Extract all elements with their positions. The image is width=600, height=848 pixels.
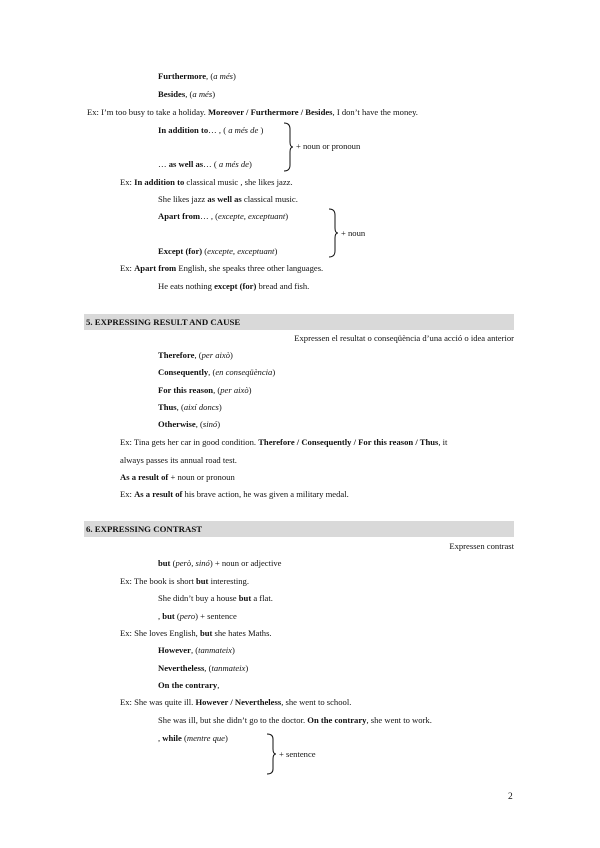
example-therefore-cont: always passes its annual road test. (120, 455, 237, 465)
term-except-for: Except (for) (excepte, exceptuant) (158, 246, 278, 256)
example-apart-from: Ex: Apart from English, she speaks three other languages. (120, 263, 324, 273)
term-furthermore: Furthermore, (a més) (158, 71, 236, 81)
example-therefore: Ex: Tina gets her car in good condition. Therefore / Consequently / For this reason / Thus, it (120, 437, 448, 447)
term-but-sentence: , but (pero) + sentence (158, 611, 237, 621)
example-as-well-as: She likes jazz as well as classical music. (158, 194, 298, 204)
example-on-the-contrary: She was ill, but she didn’t go to the doctor. On the contrary, she went to work. (158, 715, 432, 725)
term-consequently: Consequently, (en conseqüència) (158, 367, 276, 377)
section-heading-result-cause: 5. EXPRESSING RESULT AND CAUSE (84, 314, 514, 330)
term-in-addition-to: In addition to… , ( a més de ) (158, 125, 264, 135)
term-while: , while (mentre que) (158, 733, 228, 743)
example-but-2: She didn’t buy a house but a flat. (158, 593, 273, 603)
curly-brace-icon (265, 733, 277, 775)
example-except-for: He eats nothing except (for) bread and fish. (158, 281, 310, 291)
curly-brace-icon (327, 208, 339, 258)
term-as-well-as: … as well as… ( a més de) (158, 159, 252, 169)
label-plus-noun: + noun (341, 228, 366, 238)
term-besides: Besides, (a més) (158, 89, 216, 99)
page-number: 2 (508, 792, 513, 802)
term-thus: Thus, (així doncs) (158, 402, 222, 412)
term-for-this-reason: For this reason, (per això) (158, 385, 252, 395)
label-noun-or-pronoun: + noun or pronoun (296, 141, 361, 151)
example-moreover: Ex: I’m too busy to take a holiday. Moreover / Furthermore / Besides, I don’t have the money. (87, 107, 418, 117)
section-subtitle-result-cause: Expressen el resultat o conseqüència d’una acció o idea anterior (294, 333, 514, 343)
term-as-a-result-of: As a result of + noun or pronoun (120, 472, 235, 482)
example-in-addition: Ex: In addition to classical music , she likes jazz. (120, 177, 293, 187)
example-but-1: Ex: The book is short but interesting. (120, 576, 249, 586)
example-but-3: Ex: She loves English, but she hates Maths. (120, 628, 272, 638)
section-heading-contrast: 6. EXPRESSING CONTRAST (84, 521, 514, 537)
term-however: However, (tanmateix) (158, 645, 235, 655)
term-but-noun: but (però, sinó) + noun or adjective (158, 558, 282, 568)
term-therefore: Therefore, (per això) (158, 350, 233, 360)
term-nevertheless: Nevertheless, (tanmateix) (158, 663, 249, 673)
term-otherwise: Otherwise, (sinó) (158, 419, 221, 429)
example-as-a-result-of: Ex: As a result of his brave action, he was given a military medal. (120, 489, 349, 499)
section-subtitle-contrast: Expressen contrast (449, 541, 514, 551)
label-plus-sentence: + sentence (279, 749, 316, 759)
curly-brace-icon (282, 122, 294, 172)
term-apart-from: Apart from… , (excepte, exceptuant) (158, 211, 289, 221)
example-however: Ex: She was quite ill. However / Nevertheless, she went to school. (120, 697, 352, 707)
term-on-the-contrary: On the contrary, (158, 680, 220, 690)
